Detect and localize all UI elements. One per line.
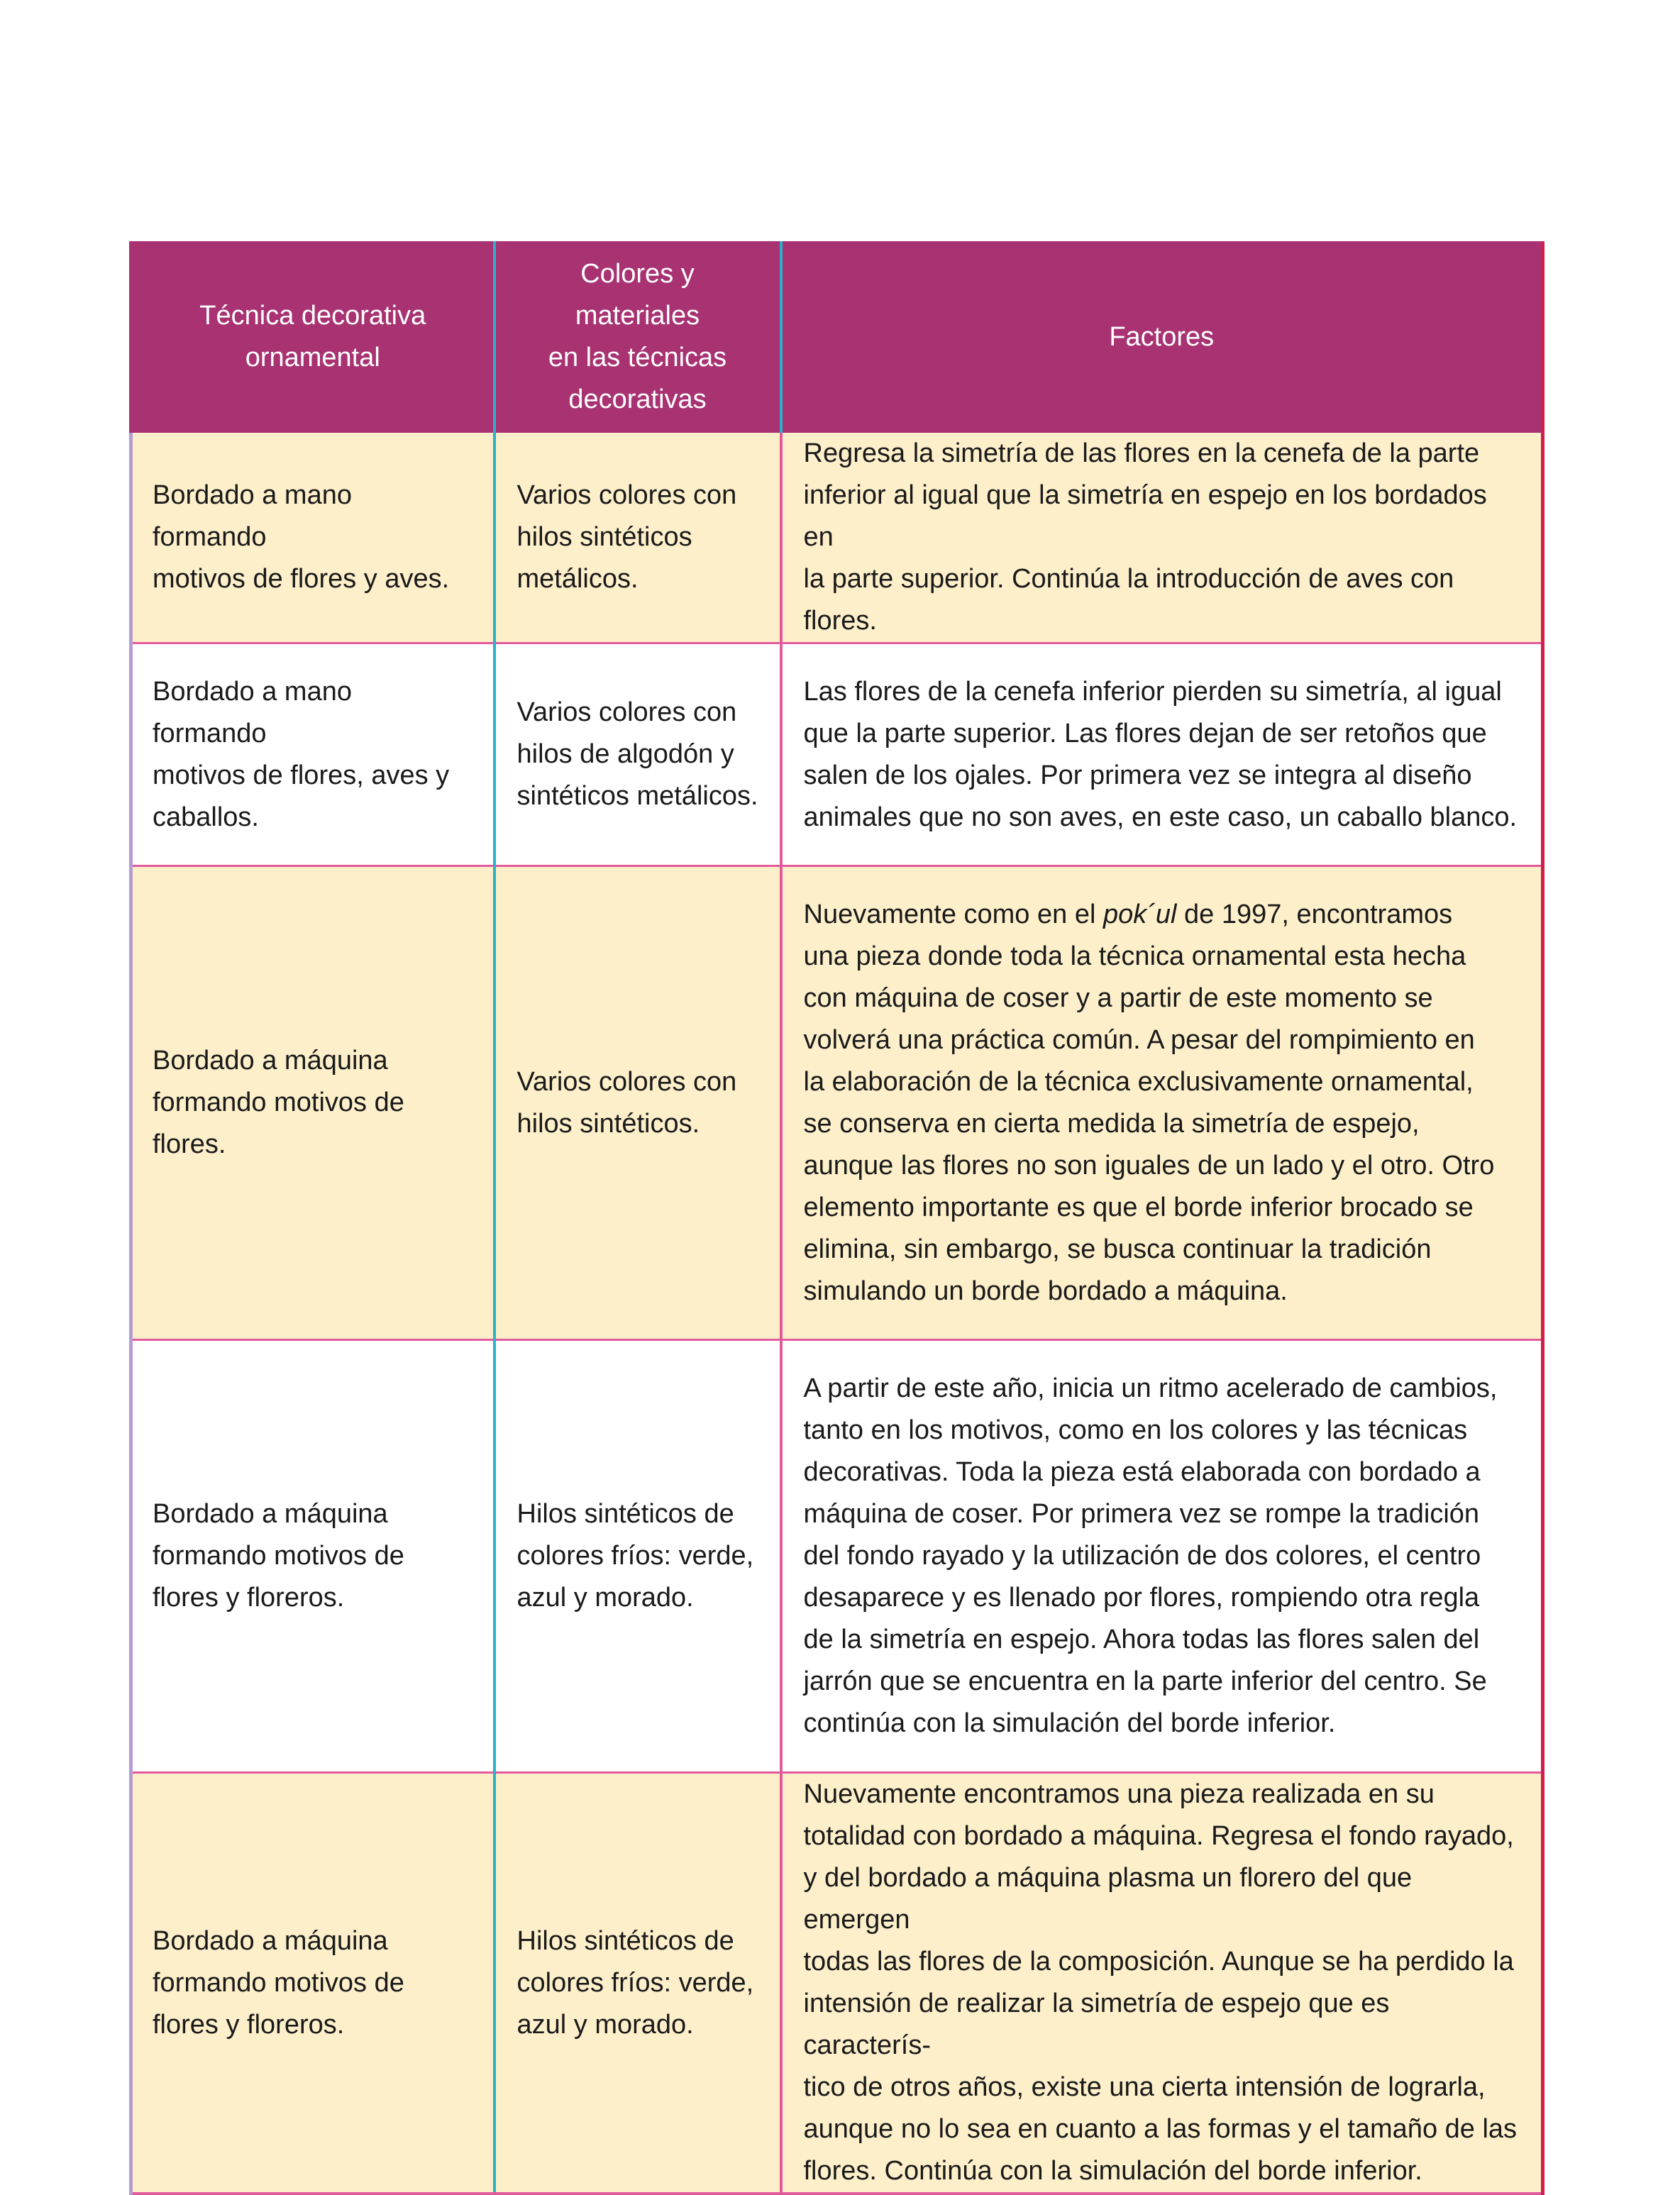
cell-colores: Hilos sintéticos de colores fríos: verde, azul y morado. — [494, 1340, 781, 1773]
table-row — [131, 1340, 1543, 1773]
cell-factores: Las flores de la cenefa inferior pierden su simetría, al igual que la parte superior. Las flores dejan de ser retoños que salen de los ojales. Por primera vez se integra al diseño animales que no son aves, en este caso, un caballo blanco. — [781, 643, 1543, 866]
cell-factores: Regresa la simetría de las flores en la cenefa de la parte inferior al igual que la simetría en espejo en los bordados en la parte superior. Continúa la introducción de aves con flores. — [781, 433, 1543, 643]
table-row — [131, 643, 1543, 866]
cell-factores: Nuevamente encontramos una pieza realizada en su totalidad con bordado a máquina. Regresa el fondo rayado, y del bordado a máquina plasma un florero del que emergen todas las flores de la composición. Aunque se ha perdido la intensión de realizar la simetría de espejo que es caracterís- tico de otros años, existe una cierta intensión de lograrla, aunque no lo sea en cuanto a las formas y el tamaño de las flores. Continúa con la simulación del borde inferior. — [781, 1773, 1543, 2194]
cell-colores: Varios colores con hilos sintéticos metálicos. — [494, 433, 781, 643]
factores-text-rest: de 1997, encontramos una pieza donde toda la técnica ornamental esta hecha con máquina de coser y a partir de este momento se volverá una práctica común. A pesar del rompimiento en la elaboración de la técnica exclusivamente ornamental, se conserva en cierta medida la simetría de espejo, aunque las flores no son iguales de un lado y el otro. Otro elemento importante es que el borde inferior brocado se elimina, sin embargo, se busca continuar la tradición simulando un borde bordado a máquina. — [803, 899, 1495, 1306]
cell-tecnica: Bordado a máquina formando motivos de flores y floreros. — [131, 1773, 494, 2194]
techniques-table — [129, 241, 1544, 2195]
factores-text-start: Nuevamente como en el — [803, 899, 1103, 929]
table-header-row — [131, 241, 1543, 433]
header-factores: Factores — [781, 241, 1543, 433]
table-row — [131, 433, 1543, 643]
cell-tecnica: Bordado a máquina formando motivos de flores y floreros. — [131, 1340, 494, 1773]
table-row — [131, 866, 1543, 1340]
cell-factores — [781, 866, 1543, 1340]
factores-italic-term: pok´ul — [1102, 899, 1177, 929]
techniques-table-container — [129, 241, 1541, 2195]
cell-factores: A partir de este año, inicia un ritmo acelerado de cambios, tanto en los motivos, como en los colores y las técnicas decorativas. Toda la pieza está elaborada con bordado a máquina de coser. Por primera vez se rompe la tradición del fondo rayado y la utilización de dos colores, el centro desaparece y es llenado por flores, rompiendo otra regla de la simetría en espejo. Ahora todas las flores salen del jarrón que se encuentra en la parte inferior del centro. Se continúa con la simulación del borde inferior. — [781, 1340, 1543, 1773]
cell-tecnica: Bordado a mano formando motivos de flores, aves y caballos. — [131, 643, 494, 866]
cell-tecnica: Bordado a máquina formando motivos de flores. — [131, 866, 494, 1340]
cell-colores: Varios colores con hilos sintéticos. — [494, 866, 781, 1340]
header-colores-materiales: Colores y materiales en las técnicas decorativas — [494, 241, 781, 433]
cell-tecnica: Bordado a mano formando motivos de flores y aves. — [131, 433, 494, 643]
cell-colores: Hilos sintéticos de colores fríos: verde, azul y morado. — [494, 1773, 781, 2194]
header-tecnica: Técnica decorativa ornamental — [131, 241, 494, 433]
table-row — [131, 1773, 1543, 2194]
cell-colores: Varios colores con hilos de algodón y sintéticos metálicos. — [494, 643, 781, 866]
